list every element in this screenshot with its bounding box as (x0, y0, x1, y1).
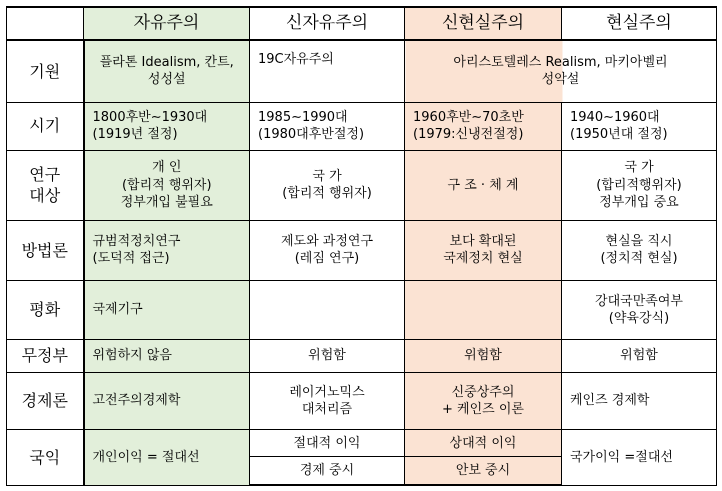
cell-interest-neorealism: 상대적 이익 (405, 430, 562, 457)
row-label-economics: 경제론 (7, 373, 84, 430)
cell-period-neorealism: 1960후반∼70초반 (1979:신냉전절정) (405, 102, 562, 150)
row-period (7, 102, 717, 150)
corner-cell (7, 7, 84, 40)
row-label-peace: 평화 (7, 281, 84, 340)
cell-subject-neoliberalism: 국 가 (합리적 행위자) (250, 150, 405, 220)
cell-economics-neorealism: 신중상주의 + 케인즈 이론 (405, 373, 562, 430)
row-label-origin: 기원 (7, 40, 84, 102)
row-interest (7, 430, 717, 457)
row-label-period: 시기 (7, 102, 84, 150)
row-origin (7, 40, 717, 102)
cell-anarchy-neorealism: 위험함 (405, 340, 562, 373)
cell-interest-realism: 국가이익 =절대선 (562, 430, 717, 485)
cell-subject-realism: 국 가 (합리적행위자) 정부개입 중요 (562, 150, 717, 220)
cell-period-neoliberalism: 1985∼1990대 (1980대후반절정) (250, 102, 405, 150)
cell-anarchy-liberalism: 위험하지 않음 (84, 340, 250, 373)
cell-economics-realism: 케인즈 경제학 (562, 373, 717, 430)
row-label-interest: 국익 (7, 430, 84, 485)
cell-subject-neorealism: 구 조 · 체 계 (405, 150, 562, 220)
ir-theory-comparison-table (6, 6, 717, 486)
cell-economics-liberalism: 고전주의경제학 (84, 373, 250, 430)
cell-method-neorealism: 보다 확대된 국제정치 현실 (405, 220, 562, 280)
cell-peace-neoliberalism (250, 281, 405, 340)
cell-interest-neoliberalism: 절대적 이익 (250, 430, 405, 457)
header-row (7, 7, 717, 40)
row-anarchy (7, 340, 717, 373)
cell-subject-liberalism: 개 인 (합리적 행위자) 정부개입 불필요 (84, 150, 250, 220)
row-subject (7, 150, 717, 220)
cell-peace-liberalism: 국제기구 (84, 281, 250, 340)
cell-peace-neorealism (405, 281, 562, 340)
row-label-subject: 연구 대상 (7, 150, 84, 220)
header-neorealism: 신현실주의 (405, 7, 562, 40)
cell-anarchy-realism: 위험함 (562, 340, 717, 373)
cell-period-liberalism: 1800후반∼1930대 (1919년 절정) (84, 102, 250, 150)
comparison-table-frame (6, 6, 716, 486)
cell-origin-neoliberalism: 19C자유주의 (250, 40, 405, 102)
row-economics (7, 373, 717, 430)
cell-method-liberalism: 규범적정치연구 (도덕적 접근) (84, 220, 250, 280)
cell-interest-neoliberalism-sub: 경제 중시 (250, 457, 405, 485)
row-label-method: 방법론 (7, 220, 84, 280)
cell-period-realism: 1940∼1960대 (1950년대 절정) (562, 102, 717, 150)
row-label-anarchy: 무정부 (7, 340, 84, 373)
header-realism: 현실주의 (562, 7, 717, 40)
cell-economics-neoliberalism: 레이거노믹스 대처리즘 (250, 373, 405, 430)
cell-origin-liberalism: 플라톤 Idealism, 칸트, 성성설 (84, 40, 250, 102)
cell-method-neoliberalism: 제도와 과정연구 (레짐 연구) (250, 220, 405, 280)
cell-interest-neorealism-sub: 안보 중시 (405, 457, 562, 485)
cell-peace-realism: 강대국만족여부 (약육강식) (562, 281, 717, 340)
header-neoliberalism: 신자유주의 (250, 7, 405, 40)
cell-origin-realisms: 아리스토텔레스 Realism, 마키아벨리 성악설 (405, 40, 717, 102)
cell-method-realism: 현실을 직시 (정치적 현실) (562, 220, 717, 280)
row-peace (7, 281, 717, 340)
header-liberalism: 자유주의 (84, 7, 250, 40)
cell-interest-liberalism: 개인이익 = 절대선 (84, 430, 250, 485)
cell-anarchy-neoliberalism: 위험함 (250, 340, 405, 373)
row-method (7, 220, 717, 280)
